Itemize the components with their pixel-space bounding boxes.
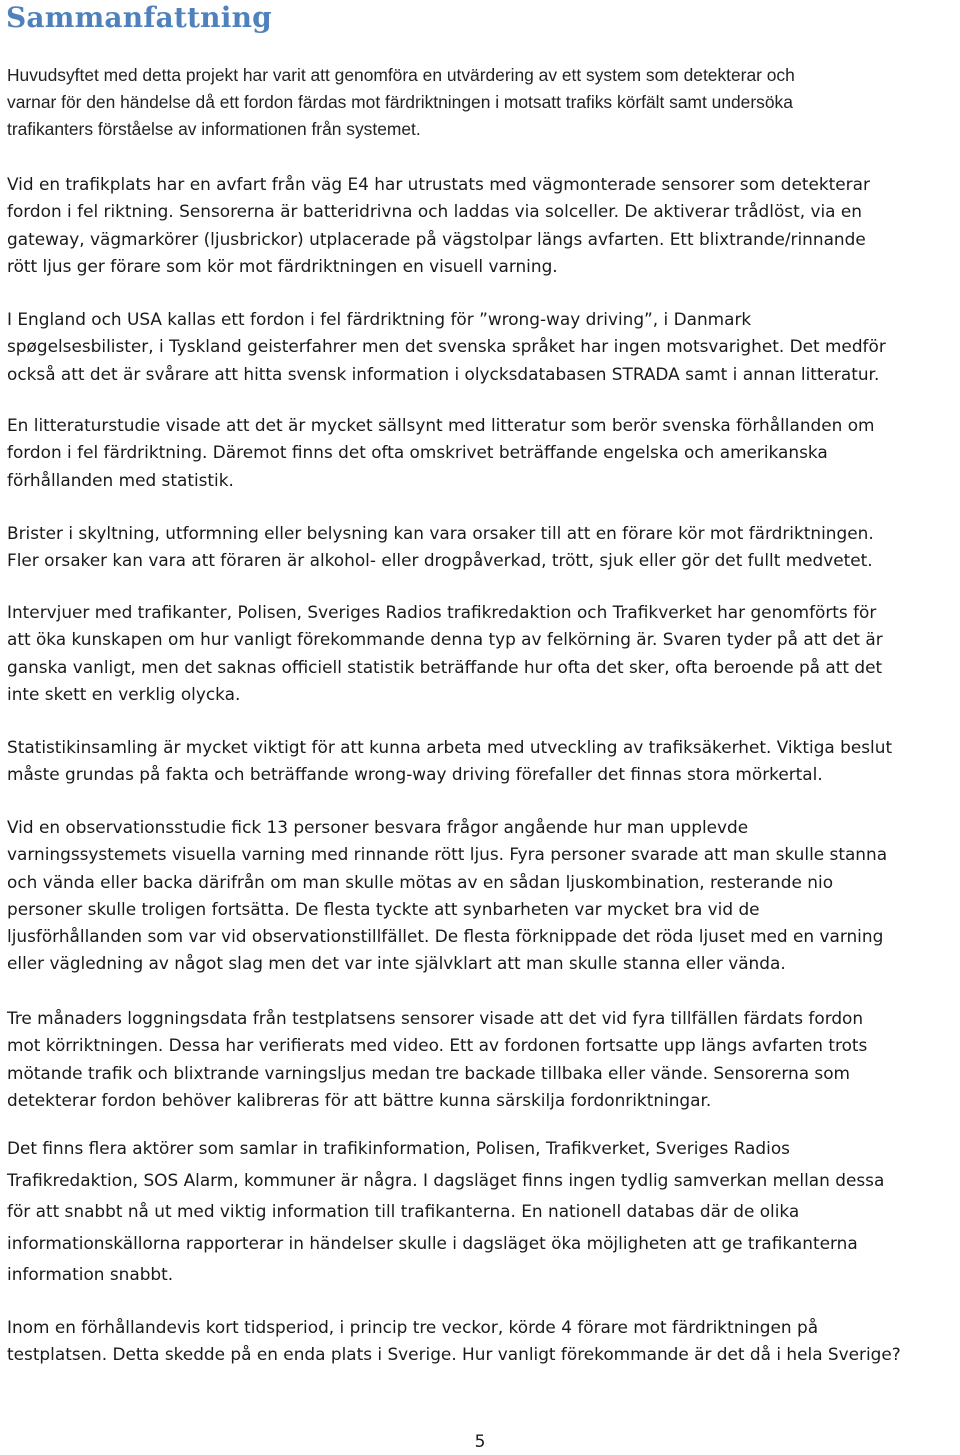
paragraph-actors [7, 1133, 957, 1291]
text-line: varnar för den händelse då ett fordon färdas mot färdriktningen i motsatt trafiks körfält samt undersöka [7, 92, 793, 112]
text-line: inte skett en verklig olycka. [7, 683, 241, 704]
text-line: Vid en observationsstudie fick 13 personer besvara frågor angående hur man upplevde [7, 817, 749, 837]
section-heading: Sammanfattning [6, 1, 272, 34]
text-line: Huvudsyftet med detta projekt har varit att genomföra en utvärdering av ett system som detekterar och [7, 65, 795, 85]
text-line: informationskällorna rapporterar in händelser skulle i dagsläget öka möjligheten att ge trafikanterna [7, 1232, 858, 1253]
text-line: varningssystemets visuella varning med rinnande rött ljus. Fyra personer svarade att man skulle stanna [7, 844, 888, 865]
text-line: Trafikredaktion, SOS Alarm, kommuner är några. I dagsläget finns ingen tydlig samverkan mellan dessa [7, 1169, 885, 1190]
text-line: och vända eller backa därifrån om man skulle mötas av en sådan ljuskombination, resterande nio [7, 871, 834, 892]
text-line: personer skulle troligen fortsätta. De flesta tyckte att synbarheten var mycket bra vid de [7, 898, 760, 919]
text-line: Vid en trafikplats har en avfart från väg E4 har utrustats med vägmonterade sensorer som detekterar [7, 174, 870, 194]
text-line: Det finns flera aktörer som samlar in trafikinformation, Polisen, Trafikverket, Sveriges Radios [7, 1138, 790, 1158]
text-line: spøgelsesbilister, i Tyskland geisterfahrer men det svenska språket har ingen motsvarighet. Det medför [7, 336, 886, 357]
text-line: Statistikinsamling är mycket viktigt för att kunna arbeta med utveckling av trafiksäkerhet. Viktiga beslut [7, 737, 893, 757]
paragraph-observation-study [7, 814, 957, 978]
text-line: Fler orsaker kan vara att föraren är alkohol- eller drogpåverkad, trött, sjuk eller gör det fullt medvetet. [7, 550, 873, 571]
text-line: måste grundas på fakta och beträffande wrong-way driving förefaller det finnas stora mörkertal. [7, 764, 823, 785]
text-line: att öka kunskapen om hur vanligt förekommande denna typ av felkörning är. Svaren tyder på att det är [7, 629, 883, 650]
text-line: mot körriktningen. Dessa har verifierats med video. Ett av fordonen fortsatte upp längs avfarten trots [7, 1035, 868, 1056]
text-line: testplatsen. Detta skedde på en enda plats i Sverige. Hur vanligt förekommande är det då i hela Sverige? [7, 1344, 901, 1365]
text-line: Intervjuer med trafikanter, Polisen, Sveriges Radios trafikredaktion och Trafikverket har genomförts för [7, 602, 877, 622]
text-line: fordon i fel färdriktning. Däremot finns det ofta omskrivet beträffande engelska och amerikanska [7, 442, 828, 463]
text-line: eller vägledning av något slag men det var inte självklart att man skulle stanna eller vända. [7, 953, 786, 974]
text-line: ljusförhållanden som var vid observationstillfället. De flesta förknippade det röda ljuset med en varning [7, 926, 884, 947]
text-line: mötande trafik och blixtrande varningsljus medan tre backade tillbaka eller vände. Sensorerna som [7, 1062, 850, 1083]
text-line: gateway, vägmarkörer (ljusbrickor) utplacerade på vägstolpar längs avfarten. Ett blixtrande/rinnande [7, 228, 866, 249]
paragraph-test-period [7, 1314, 957, 1369]
paragraph-purpose [7, 62, 957, 143]
text-line: fordon i fel riktning. Sensorerna är batteridrivna och laddas via solceller. De aktiverar trådlöst, via en [7, 201, 862, 222]
text-line: ganska vanligt, men det saknas officiell statistik beträffande hur ofta det sker, ofta beroende på att det [7, 656, 883, 677]
text-line: Brister i skyltning, utformning eller belysning kan vara orsaker till att en förare kör mot färdriktningen. [7, 523, 874, 543]
paragraph-literature [7, 412, 957, 494]
text-line: förhållanden med statistik. [7, 469, 234, 490]
paragraph-statistics [7, 734, 957, 789]
paragraph-logging-data [7, 1005, 957, 1114]
text-line: Inom en förhållandevis kort tidsperiod, i princip tre veckor, körde 4 förare mot färdriktningen på [7, 1317, 819, 1337]
paragraph-terminology [7, 306, 957, 388]
text-line: En litteraturstudie visade att det är mycket sällsynt med litteratur som berör svenska förhållanden om [7, 415, 875, 435]
paragraph-installation [7, 171, 957, 280]
text-line: för att snabbt nå ut med viktig information till trafikanterna. En nationell databas där de olika [7, 1201, 800, 1222]
text-line: rött ljus ger förare som kör mot färdriktningen en visuell varning. [7, 255, 558, 276]
paragraph-causes [7, 520, 957, 575]
page-number: 5 [474, 1432, 486, 1452]
text-line: detekterar fordon behöver kalibreras för att bättre kunna särskilja fordonriktningar. [7, 1089, 712, 1110]
text-line: trafikanters förståelse av informationen från systemet. [7, 119, 421, 139]
text-line: information snabbt. [7, 1264, 174, 1285]
text-line: I England och USA kallas ett fordon i fel färdriktning för ”wrong-way driving”, i Danmark [7, 309, 752, 329]
paragraph-interviews [7, 599, 957, 708]
text-line: också att det är svårare att hitta svensk information i olycksdatabasen STRADA samt i annan litteratur. [7, 363, 880, 384]
text-line: Tre månaders loggningsdata från testplatsens sensorer visade att det vid fyra tillfällen färdats fordon [7, 1008, 864, 1028]
